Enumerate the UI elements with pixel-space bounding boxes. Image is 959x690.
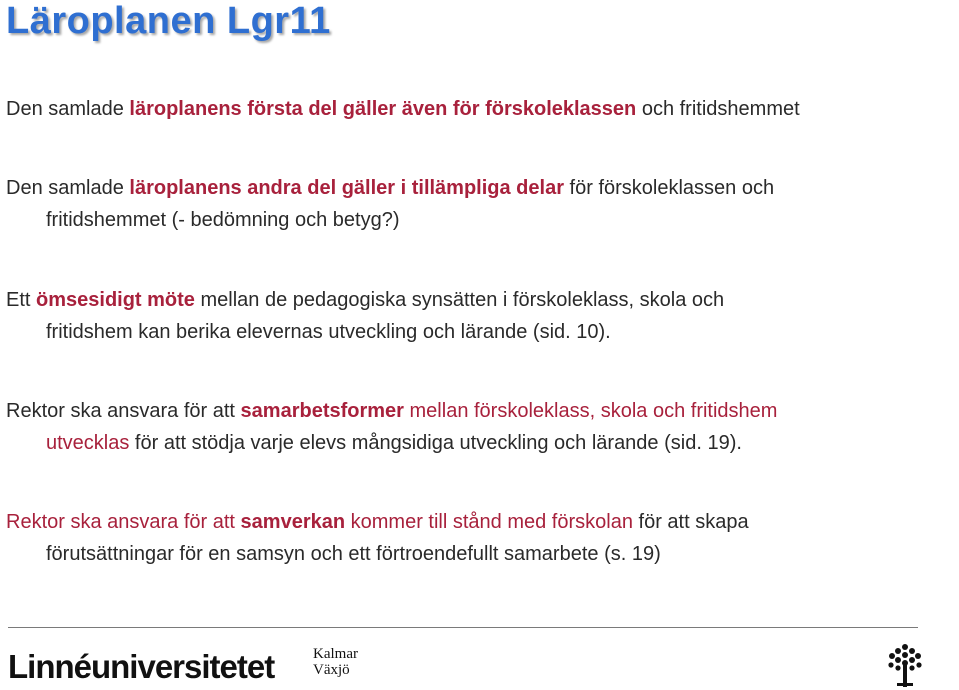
paragraph-2-highlight: läroplanens andra del gäller i tillämpliga delar bbox=[129, 177, 564, 199]
paragraph-4-line-2 bbox=[6, 427, 956, 459]
paragraph-1 bbox=[6, 93, 956, 125]
paragraph-1-text-a: Den samlade bbox=[6, 98, 130, 120]
footer-divider bbox=[8, 627, 918, 628]
logo-campus-1: Kalmar bbox=[313, 646, 358, 662]
paragraph-5 bbox=[6, 506, 956, 570]
paragraph-2-line-2: fritidshemmet (- bedömning och betyg?) bbox=[46, 209, 400, 231]
paragraph-1-highlight: läroplanens första del gäller även för förskoleklassen bbox=[129, 98, 637, 120]
logo-wordmark: Linnéuniversitetet bbox=[8, 648, 275, 685]
paragraph-2-text-c: för förskoleklassen och bbox=[564, 177, 775, 199]
logo-campuses bbox=[313, 646, 358, 678]
paragraph-4 bbox=[6, 395, 956, 459]
paragraph-4-highlight: samarbetsformer bbox=[240, 400, 404, 422]
paragraph-3-text-c: mellan de pedagogiska synsätten i förskoleklass, skola och bbox=[194, 289, 725, 311]
paragraph-4-text-c: mellan förskoleklass, skola och fritidshem bbox=[403, 400, 778, 422]
paragraph-5-text-a: Rektor ska ansvara för att bbox=[6, 511, 241, 533]
paragraph-5-text-c: kommer till stånd med förskolan bbox=[345, 511, 633, 533]
paragraph-3-line-2: fritidshem kan berika elevernas utveckling och lärande (sid. 10). bbox=[46, 321, 611, 343]
paragraph-5-line-2: förutsättningar för en samsyn och ett förtroendefullt samarbete (s. 19) bbox=[46, 543, 661, 565]
tree-icon bbox=[887, 643, 923, 687]
paragraph-5-text-d: för att skapa bbox=[632, 511, 749, 533]
paragraph-2-text-a: Den samlade bbox=[6, 177, 130, 199]
paragraph-4-text-d: utvecklas bbox=[46, 432, 130, 454]
paragraph-4-text-a: Rektor ska ansvara för att bbox=[6, 400, 241, 422]
paragraph-3 bbox=[6, 284, 956, 348]
paragraph-5-line-1 bbox=[6, 506, 956, 538]
paragraph-2 bbox=[6, 172, 956, 236]
paragraph-3-highlight: ömsesidigt möte bbox=[36, 289, 195, 311]
paragraph-3-text-a: Ett bbox=[6, 289, 37, 311]
paragraph-1-line-1 bbox=[6, 93, 956, 125]
paragraph-3-line-1 bbox=[6, 284, 956, 316]
paragraph-4-line-1 bbox=[6, 395, 956, 427]
paragraph-1-text-c: och fritidshemmet bbox=[636, 98, 800, 120]
slide-title: Läroplanen Lgr11 bbox=[6, 0, 331, 42]
paragraph-5-highlight: samverkan bbox=[240, 511, 346, 533]
paragraph-2-line-1 bbox=[6, 172, 956, 204]
logo-campus-2: Växjö bbox=[313, 662, 350, 678]
paragraph-4-text-e: för att stödja varje elevs mångsidiga utveckling och lärande (sid. 19). bbox=[129, 432, 742, 454]
